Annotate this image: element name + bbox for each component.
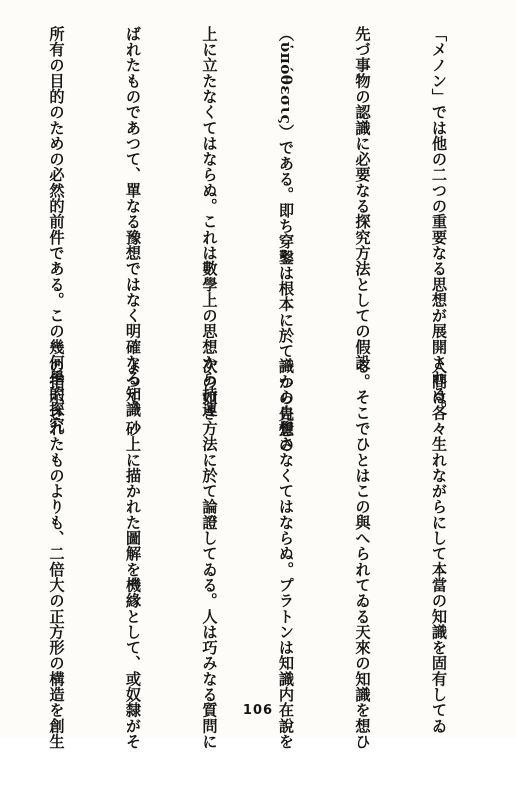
- text-column: 「メノン」では他の二つの重要なる思想が展開される。: [430, 26, 448, 418]
- text-column: の指示されたものよりも、二倍大の正方形の構造を創生: [47, 358, 66, 750]
- text-column: よつて、砂上に描かれた圖解を機緣として、或奴隸がそ: [124, 358, 142, 750]
- text-column: （ὑπόθεσις）である。即ち穿鑿は根本に於て一つの先想の: [277, 26, 295, 453]
- page-number: 106: [242, 703, 274, 718]
- text-column: 上に立たなくてはならぬ。これは數學上の思想から持運: [200, 26, 219, 418]
- text-column: ばれたものであつて、單なる豫想ではなく明確なる知識: [124, 26, 142, 418]
- text-column: 人間は各々生れながらにして本當の知識を固有してゐ: [430, 358, 448, 734]
- text-column: 次の如き方法に於て論證してゐる。人は巧みなる質問に: [200, 358, 219, 750]
- text-column: 所有の目的のための必然的前件である。この幾何學的探究: [47, 26, 66, 433]
- text-column: る。そこでひとはこの與へられてゐる天來の知識を想ひ: [353, 358, 372, 750]
- text-column: 識から自覺さなくてはならぬ。プラトンは知識内在說を: [277, 358, 295, 750]
- text-column: 先づ事物の認識に必要なる探究方法としての假設: [353, 26, 372, 371]
- upper-text-block: [0, 26, 502, 453]
